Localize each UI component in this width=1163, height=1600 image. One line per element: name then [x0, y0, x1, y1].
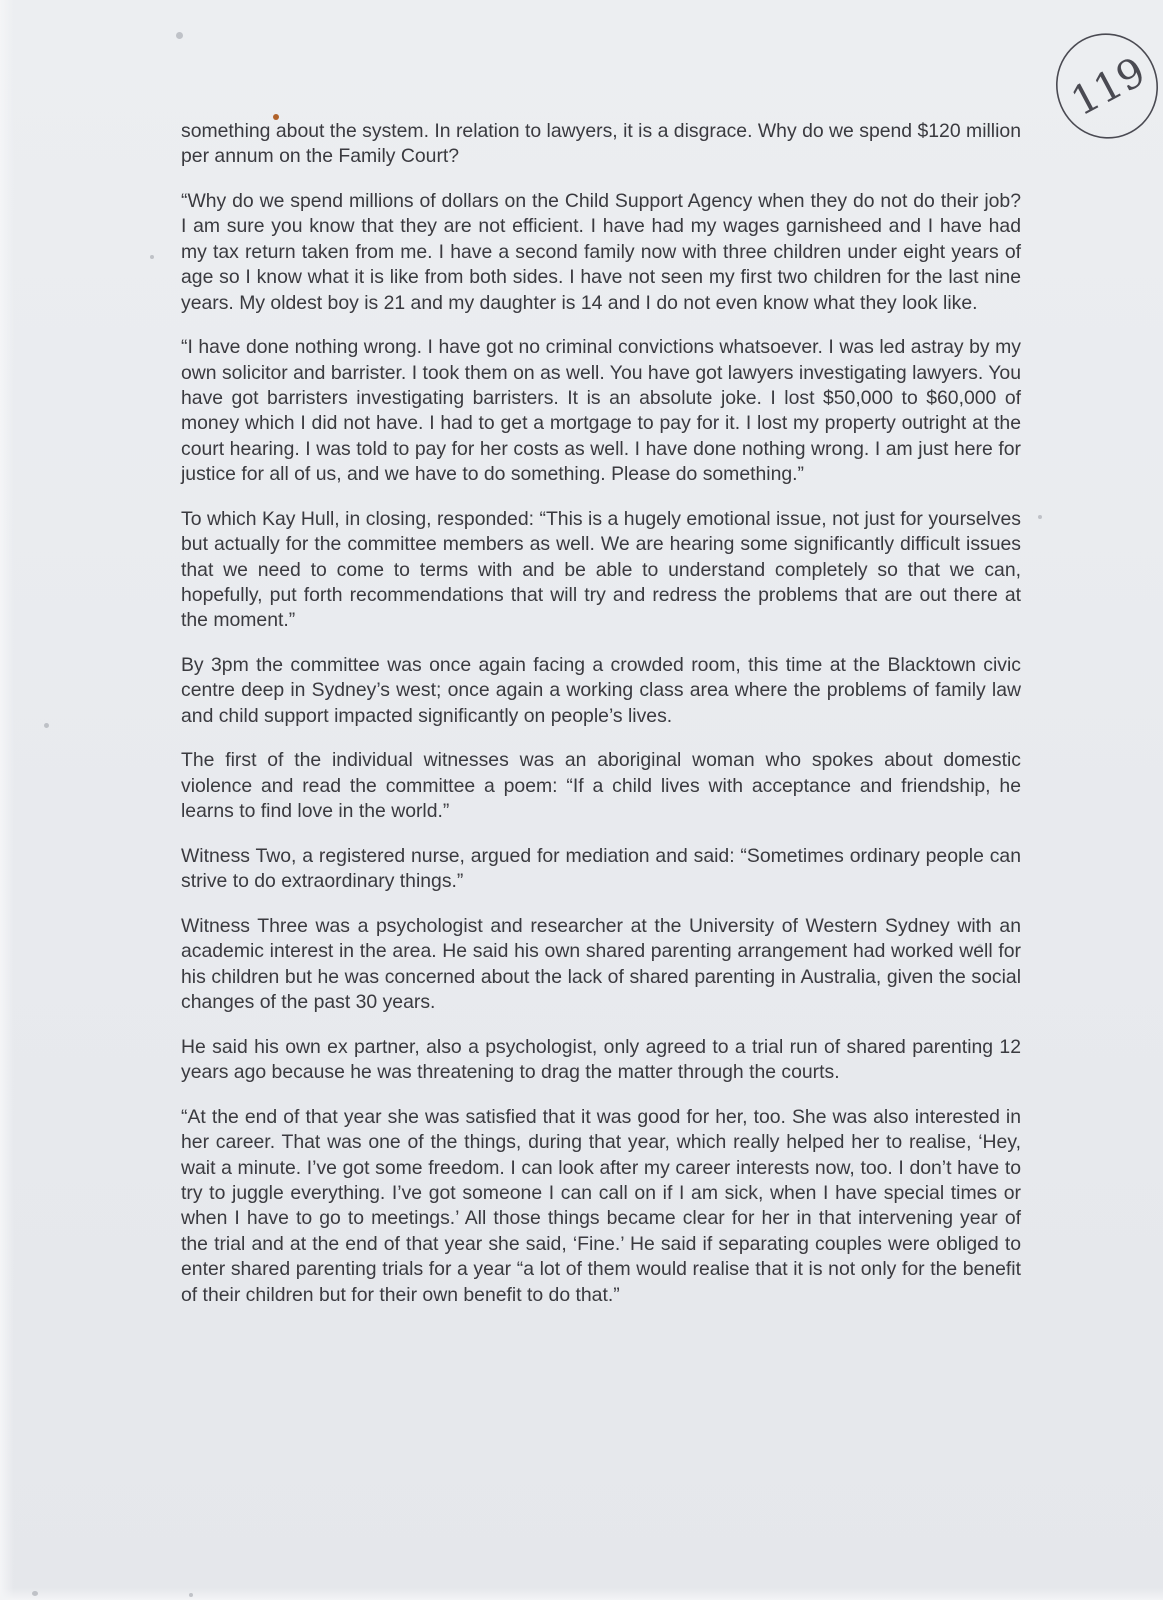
- paragraph: By 3pm the committee was once again facing a crowded room, this time at the Blacktown civic centre deep in Sydney’s west; once again a working class area where the problems of family law and child support impacted significantly on people’s lives.: [181, 654, 1021, 727]
- paragraph: “Why do we spend millions of dollars on the Child Support Agency when they do not do their job? I am sure you know that they are not efficient. I have had my wages garnisheed and I have had my tax return taken from me. I have a second family now with three children under eight years of age so I know what it is like from both sides. I have not seen my first two children for the last nine years. My oldest boy is 21 and my daughter is 14 and I do not even know what they look like.: [181, 190, 1021, 314]
- scan-speck: [1038, 515, 1042, 519]
- paragraph: Witness Three was a psychologist and researcher at the University of Western Sydney with an academic interest in the area. He said his own shared parenting arrangement had worked well for his children but he was concerned about the lack of shared parenting in Australia, given the social changes of the past 30 years.: [181, 914, 1021, 1014]
- scan-speck: [189, 1593, 193, 1597]
- handwritten-page-number: [1055, 28, 1163, 148]
- paragraph: “I have done nothing wrong. I have got no criminal convictions whatsoever. I was led astray by my own solicitor and barrister. I took them on as well. You have got lawyers investigating lawyers. You have got barristers investigating barristers. It is an absolute joke. I lost $50,000 to $60,000 of money which I did not have. I had to get a mortgage to pay for it. I lost my property outright at the court hearing. I was told to pay for her costs as well. I have done nothing wrong. I am just here for justice for all of us, and we have to do something. Please do something.”: [181, 336, 1021, 486]
- page-left-edge: [0, 0, 14, 1600]
- paragraph: The first of the individual witnesses was an aboriginal woman who spokes about domestic violence and read the committee a poem: “If a child lives with acceptance and friendship, he learns to find love in the world.”: [181, 749, 1021, 823]
- scan-speck: [32, 1591, 38, 1596]
- paragraph: Witness Two, a registered nurse, argued for mediation and said: “Sometimes ordinary people can strive to do extraordinary things.”: [181, 844, 1021, 893]
- paragraph: To which Kay Hull, in closing, responded: “This is a hugely emotional issue, not just for yourselves but actually for the committee members as well. We are hearing some significantly difficult issues that we need to come to terms with and be able to understand completely so that we can, hopefully, put forth recommendations that will try and redress the problems that are out there at the moment.”: [181, 507, 1021, 632]
- paragraph: “At the end of that year she was satisfied that it was good for her, too. She was also interested in her career. That was one of the things, during that year, which really helped her to realise, ‘Hey, wait a minute. I’ve got some freedom. I can look after my career interests now, too. I don’t have to try to juggle everything. I’ve got someone I can call on if I am sick, when I have special times or when I have to go to meetings.’ All those things became clear for her in that intervening year of the trial and at the end of that year she said, ‘Fine.’ He said if separating couples were obliged to enter shared parenting trials for a year “a lot of them would realise that it is not only for the benefit of their children but for their own benefit to do that.”: [181, 1105, 1021, 1306]
- scan-speck: [176, 32, 183, 39]
- page-number-text: 119: [1064, 48, 1154, 126]
- paragraph: He said his own ex partner, also a psychologist, only agreed to a trial run of shared parenting 12 years ago because he was threatening to drag the matter through the courts.: [181, 1035, 1021, 1084]
- scan-speck: [44, 723, 49, 728]
- article-body: [181, 119, 1021, 1327]
- paragraph: something about the system. In relation to lawyers, it is a disgrace. Why do we spend $120 million per annum on the Family Court?: [181, 120, 1021, 168]
- scan-speck: [150, 255, 154, 259]
- page-bottom-edge: [0, 1588, 1163, 1600]
